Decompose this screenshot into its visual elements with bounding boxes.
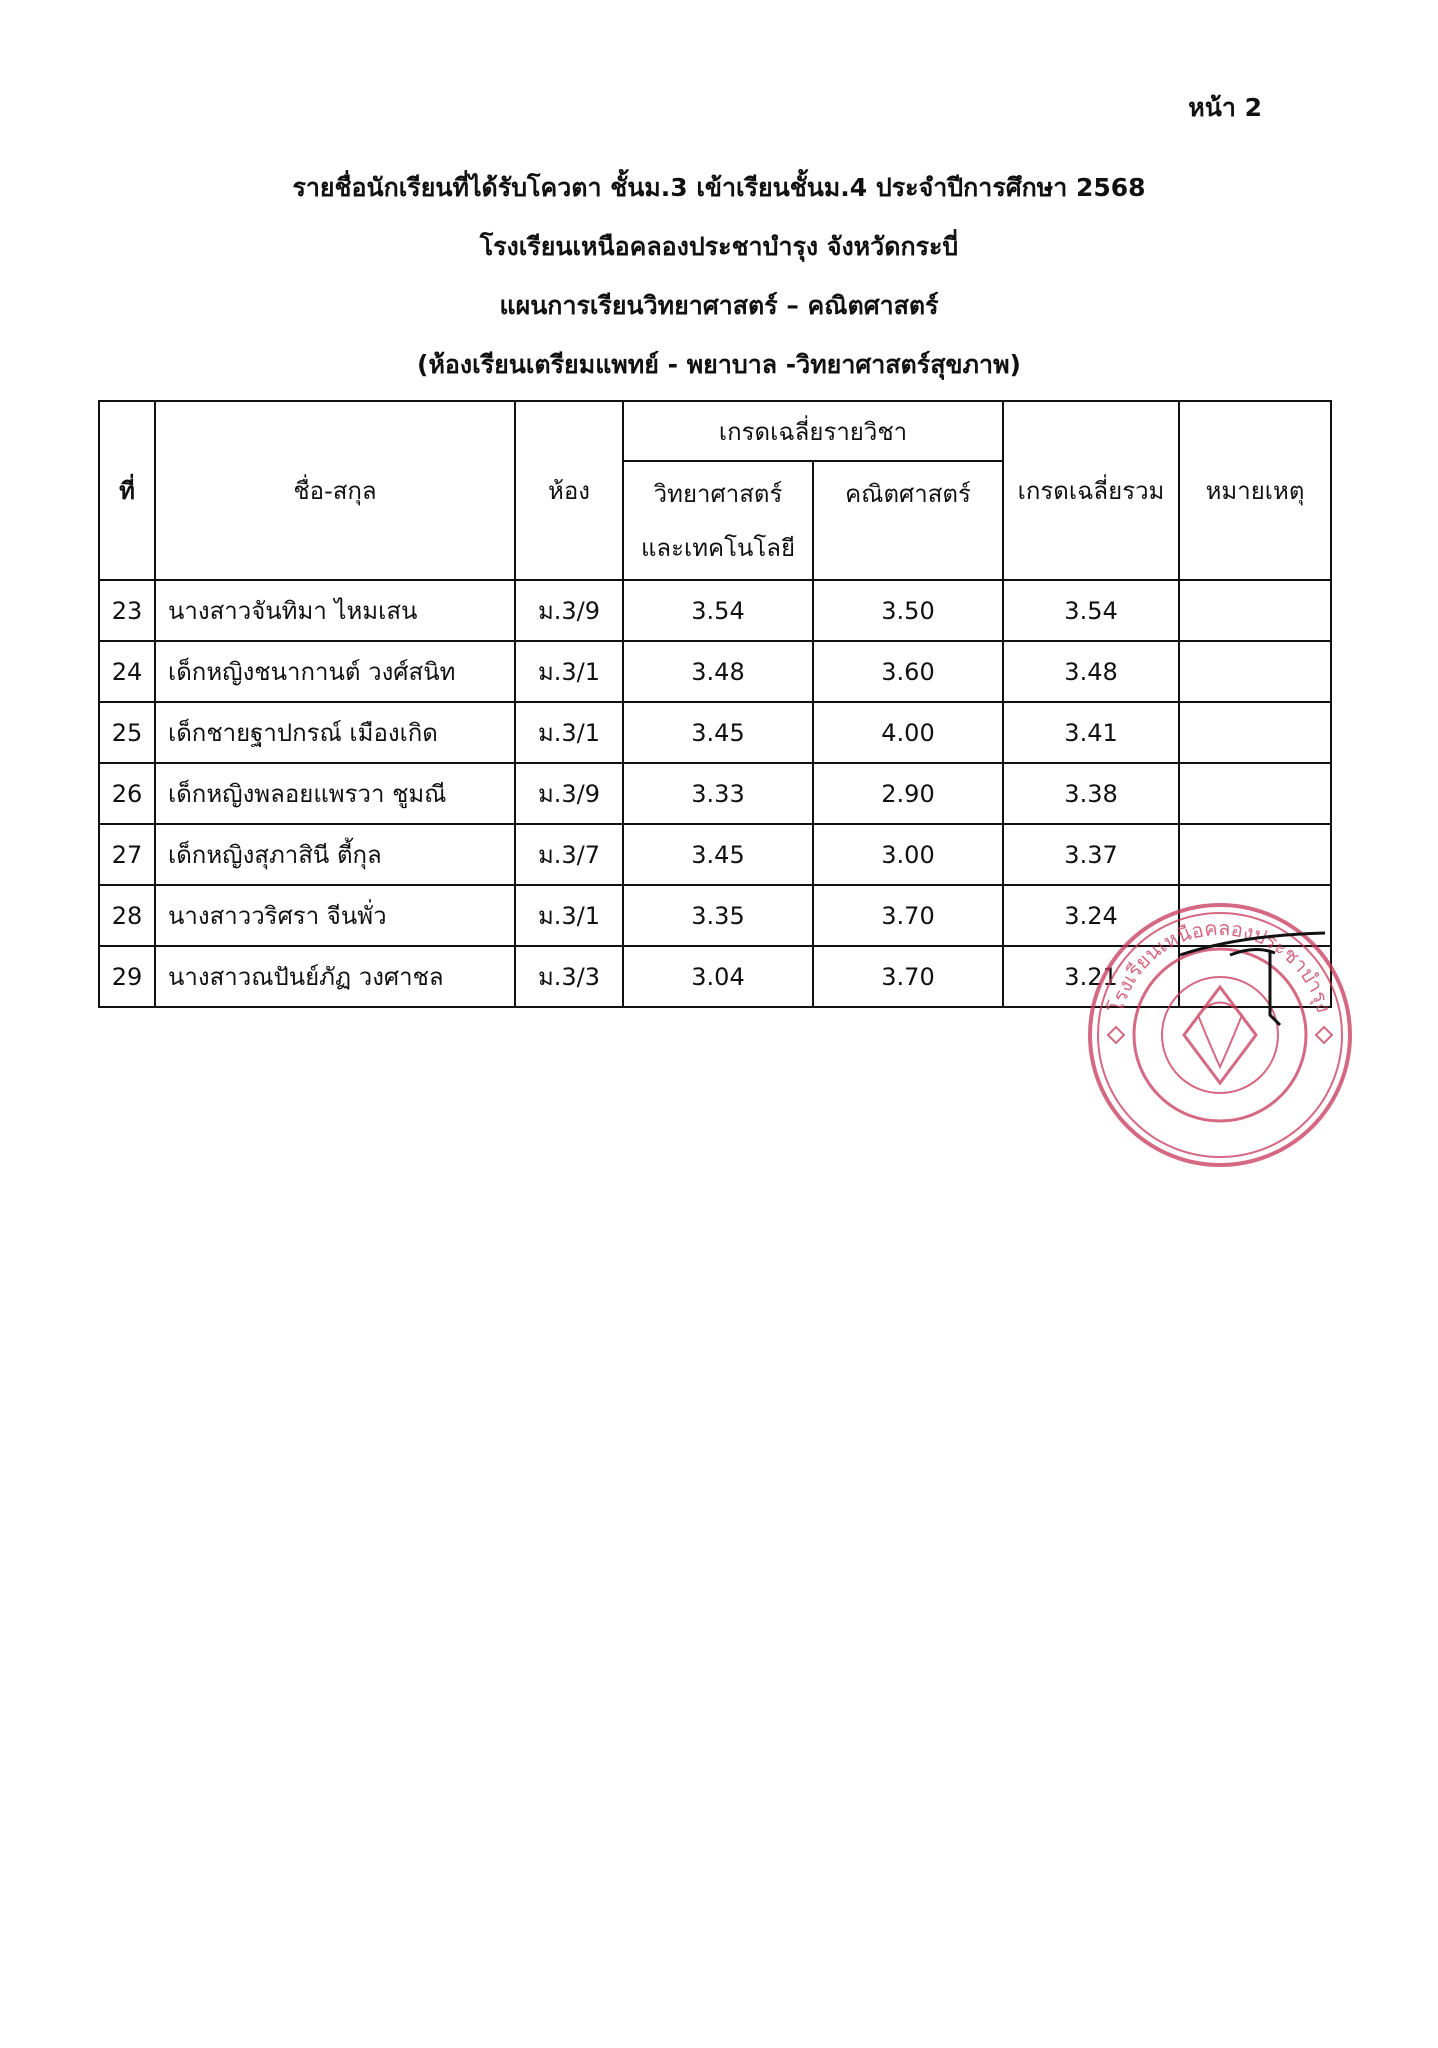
cell-note (1179, 702, 1331, 763)
cell-math: 3.60 (813, 641, 1003, 702)
document-header (0, 168, 1438, 404)
cell-no: 24 (99, 641, 155, 702)
cell-name: นางสาววริศรา จีนพั่ว (155, 885, 515, 946)
cell-no: 26 (99, 763, 155, 824)
table-row (99, 580, 1331, 641)
cell-name: เด็กหญิงชนากานต์ วงศ์สนิท (155, 641, 515, 702)
cell-room: ม.3/9 (515, 580, 623, 641)
school-seal-stamp (1080, 895, 1360, 1175)
cell-no: 28 (99, 885, 155, 946)
col-header-name: ชื่อ-สกุล (155, 401, 515, 580)
cell-science: 3.48 (623, 641, 813, 702)
cell-room: ม.3/1 (515, 641, 623, 702)
cell-room: ม.3/1 (515, 702, 623, 763)
cell-note (1179, 641, 1331, 702)
cell-no: 23 (99, 580, 155, 641)
cell-science: 3.45 (623, 824, 813, 885)
cell-overall: 3.24 (1003, 885, 1179, 946)
cell-science: 3.35 (623, 885, 813, 946)
cell-math: 4.00 (813, 702, 1003, 763)
cell-science: 3.54 (623, 580, 813, 641)
col-header-science (623, 461, 813, 580)
cell-overall: 3.48 (1003, 641, 1179, 702)
col-header-science-line-1: วิทยาศาสตร์ (653, 479, 783, 508)
cell-no: 25 (99, 702, 155, 763)
cell-name: เด็กหญิงพลอยแพรวา ชูมณี (155, 763, 515, 824)
cell-note (1179, 824, 1331, 885)
cell-no: 29 (99, 946, 155, 1007)
table-row (99, 763, 1331, 824)
cell-math: 3.50 (813, 580, 1003, 641)
table-row (99, 702, 1331, 763)
cell-math: 3.00 (813, 824, 1003, 885)
page-number: หน้า 2 (1188, 93, 1262, 122)
col-header-note: หมายเหตุ (1179, 401, 1331, 580)
title-line-1: รายชื่อนักเรียนที่ได้รับโควตา ชั้นม.3 เข้าเรียนชั้นม.4 ประจำปีการศึกษา 2568 (292, 173, 1146, 202)
cell-overall: 3.54 (1003, 580, 1179, 641)
col-header-no: ที่ (99, 401, 155, 580)
title-line-2: โรงเรียนเหนือคลองประชาบำรุง จังหวัดกระบี่ (479, 232, 959, 261)
cell-name: นางสาวณปันย์ภัฏ วงศาชล (155, 946, 515, 1007)
col-header-subject-group: เกรดเฉลี่ยรายวิชา (623, 401, 1003, 461)
col-header-overall: เกรดเฉลี่ยรวม (1003, 401, 1179, 580)
cell-overall: 3.21 (1003, 946, 1179, 1007)
cell-science: 3.04 (623, 946, 813, 1007)
col-header-math: คณิตศาสตร์ (813, 461, 1003, 580)
cell-math: 3.70 (813, 946, 1003, 1007)
cell-name: เด็กชายฐาปกรณ์ เมืองเกิด (155, 702, 515, 763)
table-row (99, 641, 1331, 702)
cell-name: นางสาวจันทิมา ไหมเสน (155, 580, 515, 641)
cell-name: เด็กหญิงสุภาสินี ตี้กุล (155, 824, 515, 885)
table-header (99, 401, 1331, 580)
cell-room: ม.3/9 (515, 763, 623, 824)
col-header-science-line-2: และเทคโนโลยี (640, 533, 796, 562)
title-line-3: แผนการเรียนวิทยาศาสตร์ – คณิตศาสตร์ (499, 291, 939, 320)
cell-math: 2.90 (813, 763, 1003, 824)
cell-room: ม.3/1 (515, 885, 623, 946)
cell-room: ม.3/3 (515, 946, 623, 1007)
col-header-room: ห้อง (515, 401, 623, 580)
cell-overall: 3.37 (1003, 824, 1179, 885)
cell-note (1179, 580, 1331, 641)
cell-science: 3.33 (623, 763, 813, 824)
cell-overall: 3.41 (1003, 702, 1179, 763)
cell-no: 27 (99, 824, 155, 885)
cell-science: 3.45 (623, 702, 813, 763)
cell-math: 3.70 (813, 885, 1003, 946)
cell-note (1179, 763, 1331, 824)
table-row (99, 824, 1331, 885)
seal-text: โรงเรียนเหนือคลองประชาบำรุง (1103, 915, 1337, 1016)
title-line-4: (ห้องเรียนเตรียมแพทย์ - พยาบาล -วิทยาศาสตร์สุขภาพ) (417, 350, 1021, 379)
cell-room: ม.3/7 (515, 824, 623, 885)
cell-overall: 3.38 (1003, 763, 1179, 824)
